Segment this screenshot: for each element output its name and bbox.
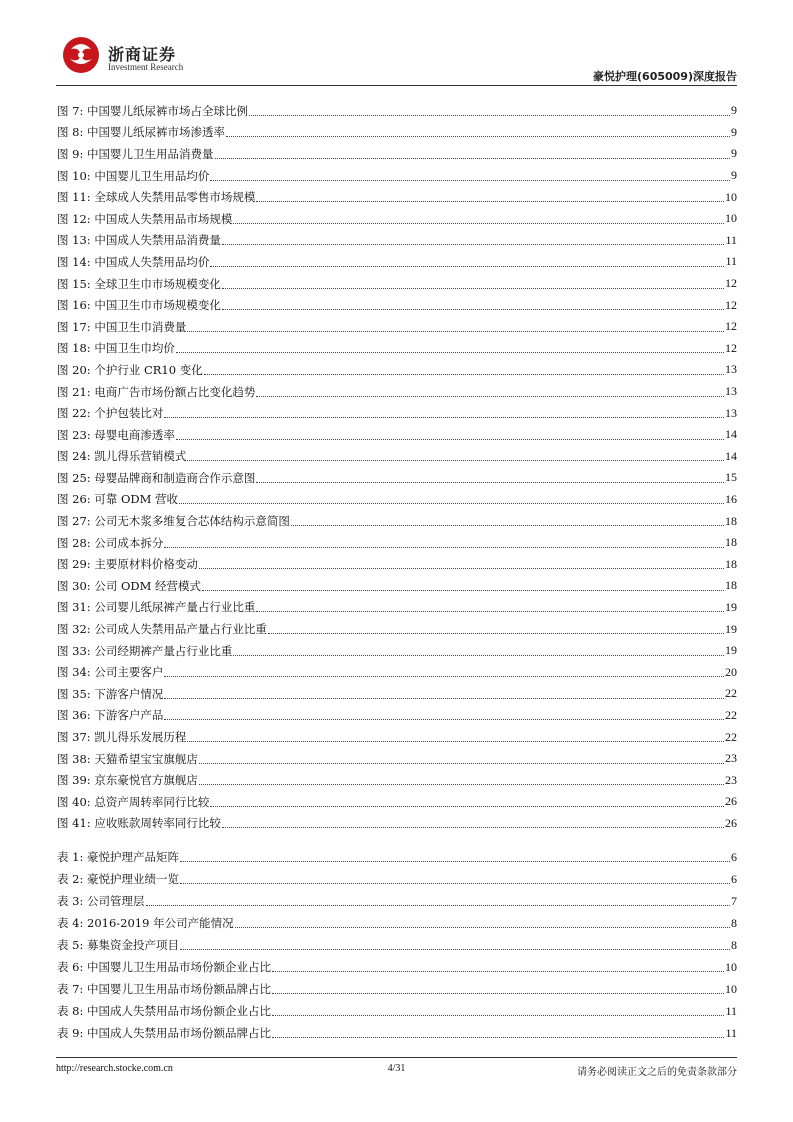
- figure-entry[interactable]: [57, 705, 737, 727]
- figure-entry-label: 图 7: 中国婴儿纸尿裤市场占全球比例: [57, 103, 249, 118]
- figure-entry-label: 图 32: 公司成人失禁用品产量占行业比重: [57, 622, 267, 637]
- dot-leader: [187, 330, 724, 332]
- figure-entry-page: 22: [725, 729, 737, 744]
- dot-leader: [210, 805, 724, 807]
- figure-entry[interactable]: [57, 424, 737, 446]
- table-entry-page: 6: [731, 849, 737, 864]
- figure-entry-label: 图 15: 全球卫生巾市场规模变化: [57, 276, 221, 291]
- dot-leader: [176, 351, 724, 353]
- figure-entry[interactable]: [57, 359, 737, 381]
- dot-leader: [187, 459, 724, 461]
- figure-entry-label: 图 8: 中国婴儿纸尿裤市场渗透率: [57, 125, 226, 140]
- figure-entry-page: 23: [725, 772, 737, 787]
- page-header: [56, 30, 737, 86]
- figure-entry-page: 10: [725, 211, 737, 226]
- dot-leader: [272, 1036, 724, 1038]
- figure-entry[interactable]: [57, 186, 737, 208]
- table-entry-label: 表 8: 中国成人失禁用品市场份额企业占比: [57, 1004, 272, 1018]
- figure-entry-label: 图 9: 中国婴儿卫生用品消费量: [57, 146, 214, 161]
- dot-leader: [210, 265, 724, 267]
- table-entry[interactable]: [57, 890, 737, 912]
- figure-entry-label: 图 27: 公司无木浆多维复合芯体结构示意简图: [57, 514, 290, 529]
- footer-page-number: 4/31: [387, 1063, 406, 1074]
- figure-entry-page: 23: [725, 751, 737, 766]
- figure-entry-page: 26: [725, 794, 737, 809]
- report-title: 豪悦护理(605009)深度报告: [593, 70, 737, 83]
- dot-leader: [164, 546, 724, 548]
- dot-leader: [199, 567, 724, 569]
- figure-entry-label: 图 26: 可靠 ODM 营收: [57, 492, 179, 507]
- dot-leader: [226, 135, 730, 137]
- dot-leader: [202, 589, 724, 591]
- table-entry[interactable]: [57, 978, 737, 1000]
- figure-entry-page: 13: [725, 362, 737, 377]
- figure-entry-page: 22: [725, 686, 737, 701]
- logo-mark-icon: [61, 35, 101, 75]
- figure-entry-page: 20: [725, 664, 737, 679]
- figure-entry[interactable]: [57, 532, 737, 554]
- figure-entry-label: 图 24: 凯儿得乐营销模式: [57, 449, 187, 464]
- table-entry-label: 表 2: 豪悦护理业绩一览: [57, 872, 180, 886]
- figure-entry-page: 16: [725, 491, 737, 506]
- figure-entry-label: 图 10: 中国婴儿卫生用品均价: [57, 168, 210, 183]
- dot-leader: [235, 926, 730, 928]
- figure-entry-page: 9: [731, 168, 737, 183]
- figure-entry[interactable]: [57, 467, 737, 489]
- table-entry-label: 表 9: 中国成人失禁用品市场份额品牌占比: [57, 1026, 272, 1040]
- figure-entry-label: 图 22: 个护包装比对: [57, 406, 164, 421]
- dot-leader: [272, 970, 724, 972]
- table-entry-page: 10: [725, 959, 737, 974]
- company-logo: [56, 30, 236, 80]
- figure-entry[interactable]: [57, 748, 737, 770]
- figure-entry-page: 9: [731, 103, 737, 118]
- figure-entry-page: 9: [731, 124, 737, 139]
- figure-entry-label: 图 25: 母婴品牌商和制造商合作示意图: [57, 470, 256, 485]
- table-entry-label: 表 6: 中国婴儿卫生用品市场份额企业占比: [57, 960, 272, 974]
- dot-leader: [256, 200, 724, 202]
- figure-entry[interactable]: [57, 618, 737, 640]
- dot-leader: [222, 287, 724, 289]
- table-list: [57, 846, 737, 1044]
- figure-entry-label: 图 28: 公司成本拆分: [57, 535, 164, 550]
- dot-leader: [256, 481, 724, 483]
- table-entry[interactable]: [57, 912, 737, 934]
- figure-entry-label: 图 23: 母婴电商渗透率: [57, 427, 175, 442]
- footer-disclaimer: 请务必阅读正文之后的免责条款部分: [577, 1067, 737, 1078]
- dot-leader: [180, 882, 730, 884]
- figure-entry-label: 图 31: 公司婴儿纸尿裤产量占行业比重: [57, 600, 256, 615]
- figure-entry[interactable]: [57, 338, 737, 360]
- dot-leader: [222, 826, 724, 828]
- dot-leader: [233, 654, 724, 656]
- dot-leader: [291, 524, 724, 526]
- dot-leader: [164, 718, 724, 720]
- figure-entry-page: 15: [725, 470, 737, 485]
- table-entry-page: 8: [731, 937, 737, 952]
- figure-entry-label: 图 39: 京东豪悦官方旗舰店: [57, 773, 198, 788]
- figure-entry-label: 图 35: 下游客户情况: [57, 686, 164, 701]
- figure-entry[interactable]: [57, 273, 737, 295]
- logo-text-cn: 浙商证券: [108, 45, 177, 64]
- figure-entry-page: 13: [725, 384, 737, 399]
- figure-entry[interactable]: [57, 769, 737, 791]
- dot-leader: [272, 992, 724, 994]
- figure-entry[interactable]: [57, 402, 737, 424]
- dot-leader: [180, 948, 730, 950]
- figure-entry-label: 图 30: 公司 ODM 经营模式: [57, 578, 202, 593]
- dot-leader: [179, 502, 724, 504]
- dot-leader: [215, 157, 730, 159]
- figure-entry-label: 图 33: 公司经期裤产量占行业比重: [57, 643, 233, 658]
- figure-entry[interactable]: [57, 597, 737, 619]
- logo-text-en: Investment Research: [108, 62, 184, 72]
- figure-entry-label: 图 40: 总资产周转率同行比较: [57, 794, 210, 809]
- figure-entry[interactable]: [57, 143, 737, 165]
- figure-entry-label: 图 11: 全球成人失禁用品零售市场规模: [57, 190, 256, 205]
- dot-leader: [233, 222, 724, 224]
- dot-leader: [256, 610, 724, 612]
- footer-url-link[interactable]: http://research.stocke.com.cn: [56, 1063, 173, 1074]
- figure-entry-page: 10: [725, 189, 737, 204]
- figure-entry-page: 18: [725, 513, 737, 528]
- figure-entry-label: 图 38: 天猫希望宝宝旗舰店: [57, 751, 198, 766]
- dot-leader: [180, 860, 730, 862]
- figure-entry-page: 19: [725, 643, 737, 658]
- figure-entry[interactable]: [57, 813, 737, 835]
- header-divider: [56, 85, 737, 86]
- figure-entry-page: 11: [725, 254, 737, 269]
- figure-entry-page: 9: [731, 146, 737, 161]
- figure-entry-label: 图 37: 凯儿得乐发展历程: [57, 730, 187, 745]
- figure-entry[interactable]: [57, 553, 737, 575]
- figure-entry-label: 图 16: 中国卫生巾市场规模变化: [57, 298, 221, 313]
- figure-entry[interactable]: [57, 251, 737, 273]
- table-entry-label: 表 7: 中国婴儿卫生用品市场份额品牌占比: [57, 982, 272, 996]
- figure-entry-page: 19: [725, 621, 737, 636]
- figure-entry[interactable]: [57, 165, 737, 187]
- figure-entry-page: 18: [725, 556, 737, 571]
- table-entry-label: 表 3: 公司管理层: [57, 894, 145, 908]
- dot-leader: [222, 243, 725, 245]
- table-entry[interactable]: [57, 1022, 737, 1044]
- figure-entry-page: 12: [725, 276, 737, 291]
- figure-entry[interactable]: [57, 640, 737, 662]
- figure-entry-label: 图 20: 个护行业 CR10 变化: [57, 362, 203, 377]
- figure-entry[interactable]: [57, 381, 737, 403]
- table-entry[interactable]: [57, 868, 737, 890]
- table-entry-label: 表 4: 2016-2019 年公司产能情况: [57, 916, 234, 930]
- table-entry-page: 10: [725, 981, 737, 996]
- table-entry[interactable]: [57, 1000, 737, 1022]
- figure-entry-page: 11: [725, 232, 737, 247]
- figure-entry-label: 图 13: 中国成人失禁用品消费量: [57, 233, 221, 248]
- figure-entry[interactable]: [57, 100, 737, 122]
- dot-leader: [199, 783, 724, 785]
- figure-entry-page: 13: [725, 405, 737, 420]
- table-entry-page: 8: [731, 915, 737, 930]
- figure-entry[interactable]: [57, 316, 737, 338]
- dot-leader: [210, 179, 730, 181]
- figure-entry-page: 18: [725, 578, 737, 593]
- figure-entry[interactable]: [57, 726, 737, 748]
- figure-entry-label: 图 36: 下游客户产品: [57, 708, 164, 723]
- page-footer: [56, 1063, 737, 1083]
- figure-entry-page: 12: [725, 340, 737, 355]
- dot-leader: [204, 373, 724, 375]
- table-entry[interactable]: [57, 846, 737, 868]
- figure-entry-page: 14: [725, 427, 737, 442]
- figure-entry[interactable]: [57, 683, 737, 705]
- figure-entry-page: 26: [725, 815, 737, 830]
- table-entry-page: 7: [731, 893, 737, 908]
- figure-entry-label: 图 21: 电商广告市场份额占比变化趋势: [57, 384, 256, 399]
- figure-entry-label: 图 17: 中国卫生巾消费量: [57, 319, 187, 334]
- figure-entry-page: 12: [725, 319, 737, 334]
- figure-entry-label: 图 12: 中国成人失禁用品市场规模: [57, 211, 233, 226]
- dot-leader: [146, 904, 730, 906]
- figure-entry[interactable]: [57, 661, 737, 683]
- table-entry[interactable]: [57, 956, 737, 978]
- figure-entry-label: 图 29: 主要原材料价格变动: [57, 557, 198, 572]
- figure-entry[interactable]: [57, 208, 737, 230]
- figure-list: [57, 100, 737, 834]
- figure-entry-page: 18: [725, 535, 737, 550]
- figure-entry[interactable]: [57, 122, 737, 144]
- footer-divider: [56, 1057, 737, 1058]
- figure-entry[interactable]: [57, 294, 737, 316]
- table-entry-page: 6: [731, 871, 737, 886]
- table-entry-page: 11: [725, 1025, 737, 1040]
- dot-leader: [187, 740, 724, 742]
- figure-entry[interactable]: [57, 575, 737, 597]
- figure-entry[interactable]: [57, 510, 737, 532]
- figure-entry[interactable]: [57, 791, 737, 813]
- figure-entry[interactable]: [57, 446, 737, 468]
- figure-entry[interactable]: [57, 230, 737, 252]
- figure-entry-label: 图 41: 应收账款周转率同行比较: [57, 816, 221, 831]
- dot-leader: [272, 1014, 724, 1016]
- dot-leader: [164, 416, 724, 418]
- dot-leader: [199, 762, 724, 764]
- figure-entry-page: 14: [725, 448, 737, 463]
- dot-leader: [249, 114, 730, 116]
- table-entry-label: 表 1: 豪悦护理产品矩阵: [57, 850, 180, 864]
- dot-leader: [268, 632, 724, 634]
- dot-leader: [164, 675, 724, 677]
- dot-leader: [222, 308, 724, 310]
- table-entry-label: 表 5: 募集资金投产项目: [57, 938, 180, 952]
- figure-entry-label: 图 14: 中国成人失禁用品均价: [57, 254, 210, 269]
- figure-entry-label: 图 34: 公司主要客户: [57, 665, 164, 680]
- dot-leader: [176, 438, 724, 440]
- figure-entry-page: 22: [725, 707, 737, 722]
- dot-leader: [256, 395, 724, 397]
- table-entry[interactable]: [57, 934, 737, 956]
- table-entry-page: 11: [725, 1003, 737, 1018]
- dot-leader: [164, 697, 724, 699]
- figure-entry-page: 19: [725, 599, 737, 614]
- figure-entry-page: 12: [725, 297, 737, 312]
- figure-entry[interactable]: [57, 489, 737, 511]
- figure-entry-label: 图 18: 中国卫生巾均价: [57, 341, 175, 356]
